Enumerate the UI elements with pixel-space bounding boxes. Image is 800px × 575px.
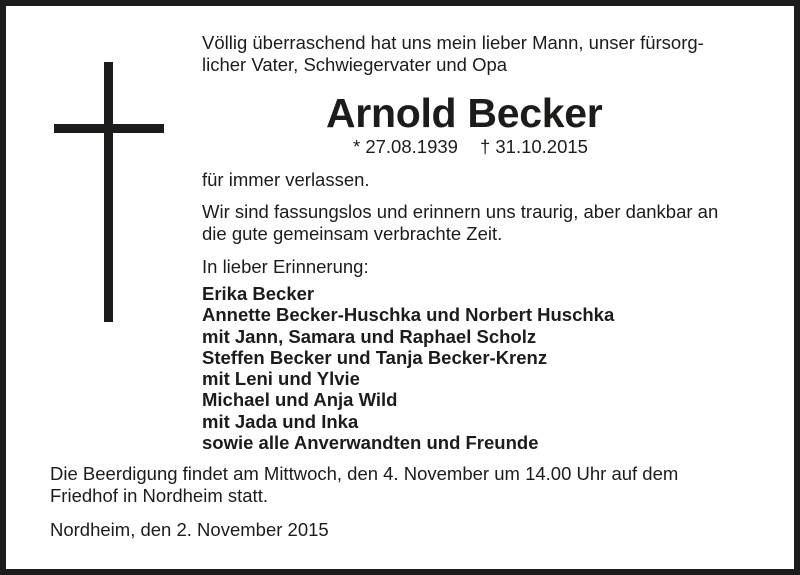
mourner-line: Michael und Anja Wild <box>202 389 398 411</box>
funeral-line-2: Friedhof in Nordheim statt. <box>50 485 268 506</box>
mourner-line: mit Jann, Samara und Raphael Scholz <box>202 325 537 347</box>
mourner-line: Erika Becker <box>202 283 315 304</box>
birth-date: * 27.08.1939 <box>353 136 458 157</box>
mourner-line: Annette Becker-Huschka und Norbert Huschka <box>202 304 615 326</box>
mourners-list <box>202 283 614 453</box>
life-dates <box>353 136 588 158</box>
mourner-line: Steffen Becker und Tanja Becker-Krenz <box>202 346 548 368</box>
message-line-2: die gute gemeinsam verbrachte Zeit. <box>202 223 503 244</box>
intro-line-1: Völlig überraschend hat uns mein lieber Mann, unser fürsorg- <box>202 32 704 53</box>
obituary-notice <box>6 6 794 569</box>
deceased-name: Arnold Becker <box>326 90 603 136</box>
memory-label: In lieber Erinnerung: <box>202 256 369 277</box>
mourner-line: sowie alle Anverwandten und Freunde <box>202 432 539 454</box>
message-line-1: Wir sind fassungslos und erinnern uns traurig, aber dankbar an <box>202 201 719 222</box>
death-date: † 31.10.2015 <box>479 136 588 157</box>
left-us-text: für immer verlassen. <box>202 169 370 190</box>
funeral-line-1: Die Beerdigung findet am Mittwoch, den 4. November um 14.00 Uhr auf dem <box>50 463 679 484</box>
place-date: Nordheim, den 2. November 2015 <box>50 519 329 540</box>
mourner-line: mit Jada und Inka <box>202 410 359 432</box>
intro-line-2: licher Vater, Schwiegervater und Opa <box>202 54 508 75</box>
mourner-line: mit Leni und Ylvie <box>202 368 360 390</box>
cross-vertical-bar <box>104 62 113 322</box>
cross-horizontal-bar <box>54 124 164 133</box>
